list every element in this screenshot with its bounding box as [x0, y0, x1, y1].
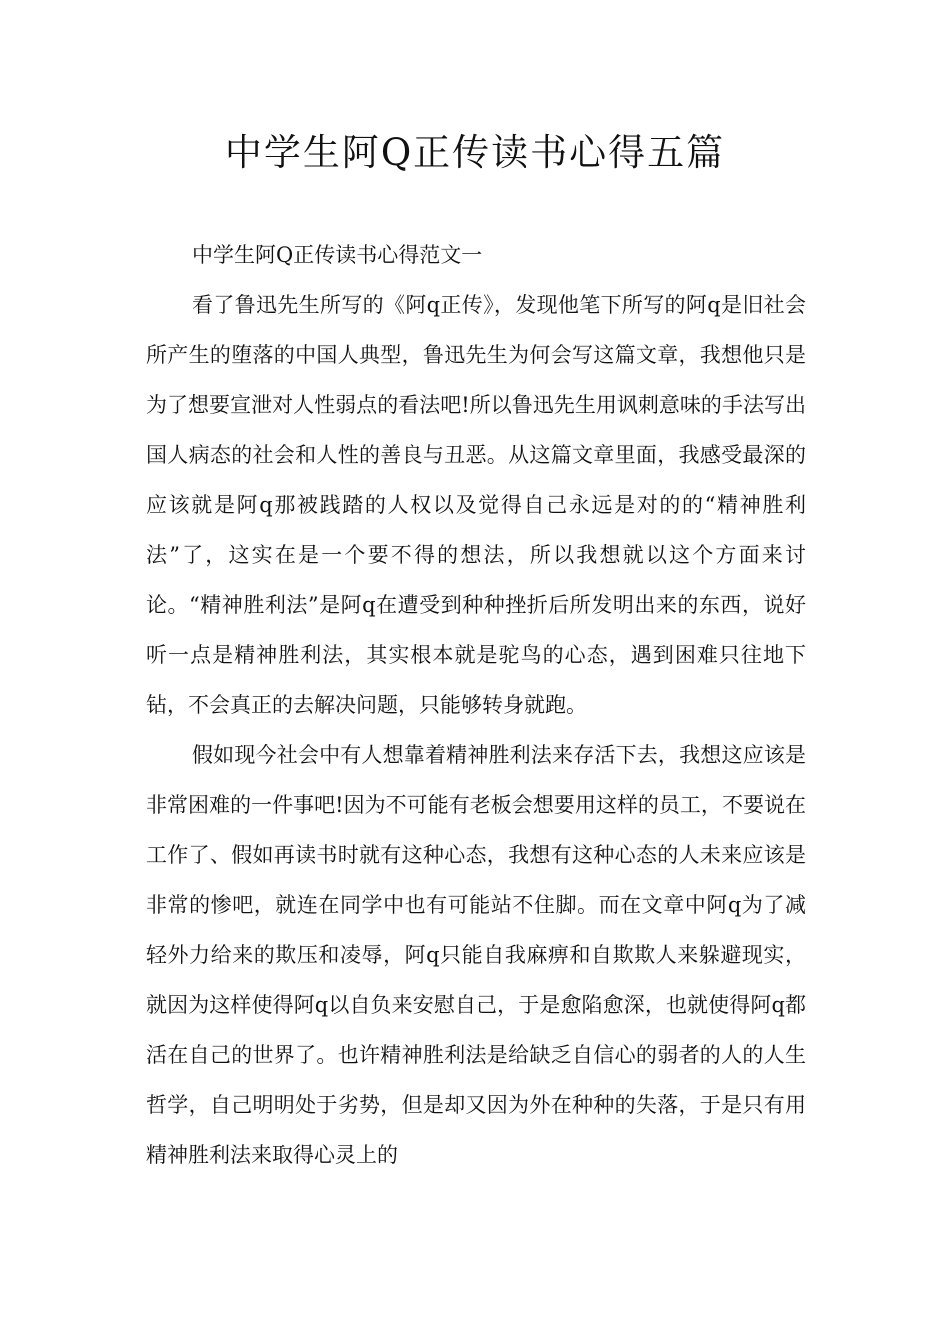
paragraph-1: 看了鲁迅先生所写的《阿q正传》，发现他笔下所写的阿q是旧社会所产生的堕落的中国人典型，鲁迅先生为何会写这篇文章，我想他只是为了想要宣泄对人性弱点的看法吧!所以鲁迅先生用讽刺意味的手法写出国人病态的社会和人性的善良与丑恶。从这篇文章里面，我感受最深的应该就是阿q那被践踏的人权以及觉得自己永远是对的的“精神胜利法”了，这实在是一个要不得的想法，所以我想就以这个方面来讨论。“精神胜利法”是阿q在遭受到种种挫折后所发明出来的东西，说好听一点是精神胜利法，其实根本就是驼鸟的心态，遇到困难只往地下钻，不会真正的去解决问题，只能够转身就跑。: [146, 293, 806, 717]
paragraph-2: 假如现今社会中有人想靠着精神胜利法来存活下去，我想这应该是非常困难的一件事吧!因为不可能有老板会想要用这样的员工，不要说在工作了、假如再读书时就有这种心态，我想有这种心态的人未来应该是非常的惨吧，就连在同学中也有可能站不住脚。而在文章中阿q为了减轻外力给来的欺压和凌辱，阿q只能自我麻痹和自欺欺人来躲避现实，就因为这样使得阿q以自负来安慰自己，于是愈陷愈深，也就使得阿q都活在自己的世界了。也许精神胜利法是给缺乏自信心的弱者的人的人生哲学，自己明明处于劣势，但是却又因为外在种种的失落，于是只有用精神胜利法来取得心灵上的: [146, 743, 806, 1167]
document-title: 中学生阿Q正传读书心得五篇: [224, 131, 726, 174]
section-heading: 中学生阿Q正传读书心得范文一: [192, 243, 483, 267]
document-body: [146, 230, 806, 1180]
